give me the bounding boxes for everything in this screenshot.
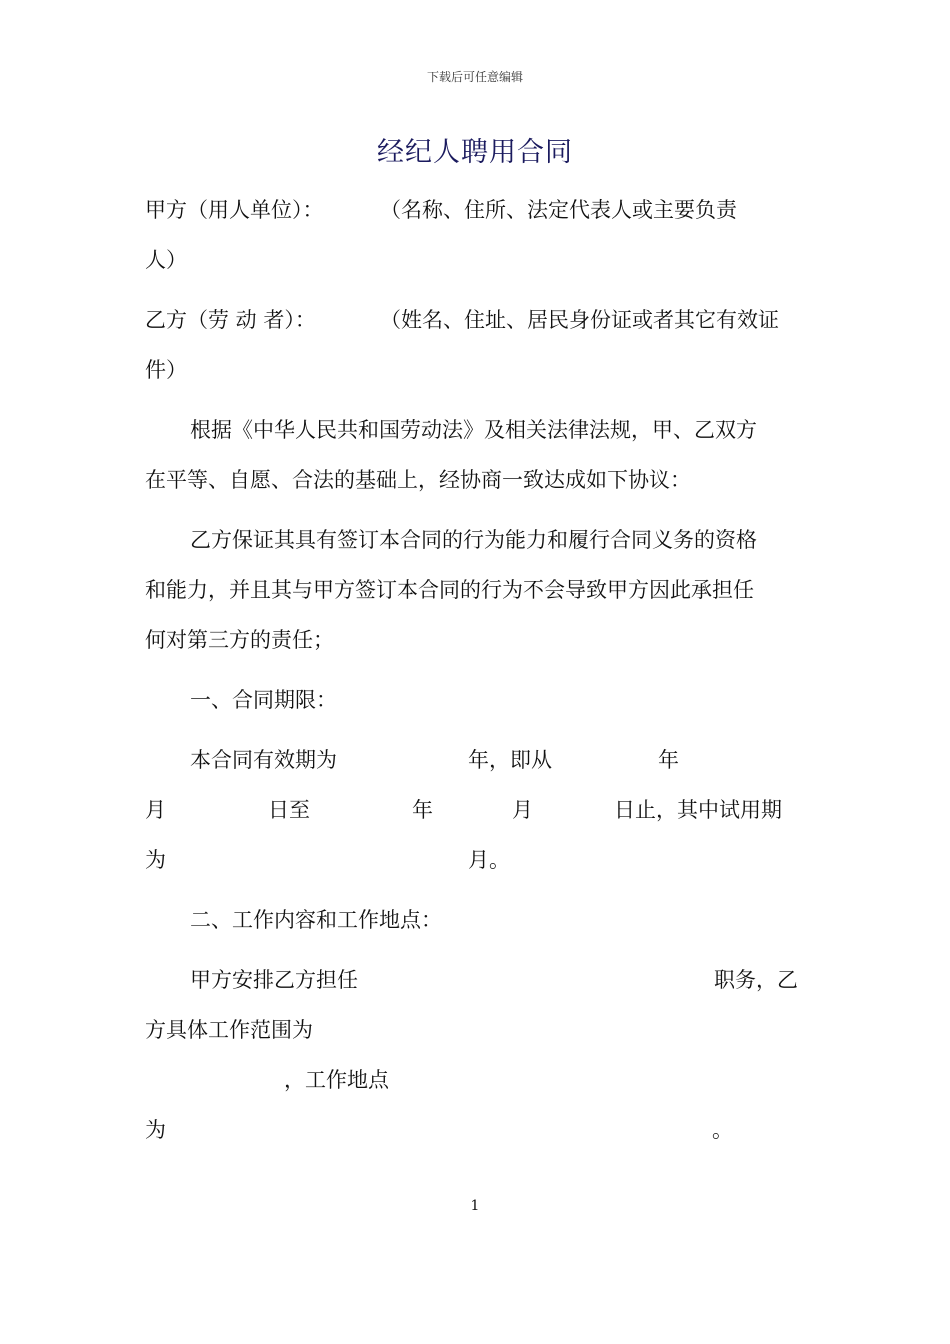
document-title: 经纪人聘用合同	[377, 137, 573, 168]
contract-period-text: 日止，其中试用期	[614, 798, 782, 822]
contract-period-text: 年，即从	[468, 748, 552, 772]
contract-period-text: 月	[145, 798, 166, 822]
guarantee-paragraph-line: 和能力，并且其与甲方签订本合同的行为不会导致甲方因此承担任	[145, 578, 754, 602]
party-b-note: （姓名、住址、居民身份证或者其它有效证	[380, 308, 779, 332]
contract-period-text: 为	[145, 848, 166, 872]
contract-period-text: 月。	[468, 848, 510, 872]
page-header: 下载后可任意编辑	[426, 70, 523, 84]
work-location-text: 为	[145, 1118, 166, 1142]
page-number: 1	[470, 1198, 480, 1214]
party-b-note-cont: 件）	[145, 358, 187, 382]
work-content-text: 甲方安排乙方担任	[190, 968, 358, 992]
section-2-heading: 二、工作内容和工作地点：	[190, 908, 442, 932]
work-location-text: 。	[712, 1118, 733, 1142]
contract-period-text: 年	[412, 798, 433, 822]
guarantee-paragraph-line: 何对第三方的责任；	[145, 628, 334, 652]
work-content-text: 方具体工作范围为	[145, 1018, 313, 1042]
contract-period-text: 月	[512, 798, 533, 822]
work-location-text: ，工作地点	[284, 1068, 389, 1092]
intro-paragraph-line: 在平等、自愿、合法的基础上，经协商一致达成如下协议：	[145, 468, 691, 492]
guarantee-paragraph-line: 乙方保证其具有签订本合同的行为能力和履行合同义务的资格	[190, 528, 757, 552]
section-1-heading: 一、合同期限：	[190, 688, 337, 712]
contract-period-text: 日至	[268, 798, 310, 822]
party-a-label: 甲方（用人单位）：	[145, 198, 324, 222]
party-b-label: 乙方（劳 动 者）：	[145, 308, 316, 332]
intro-paragraph-line: 根据《中华人民共和国劳动法》及相关法律法规，甲、乙双方	[190, 418, 757, 442]
work-content-text: 职务，乙	[714, 968, 798, 992]
party-a-note: （名称、住所、法定代表人或主要负责	[380, 198, 737, 222]
contract-period-text: 本合同有效期为	[190, 748, 337, 772]
contract-period-text: 年	[658, 748, 679, 772]
party-a-note-cont: 人）	[145, 248, 187, 272]
